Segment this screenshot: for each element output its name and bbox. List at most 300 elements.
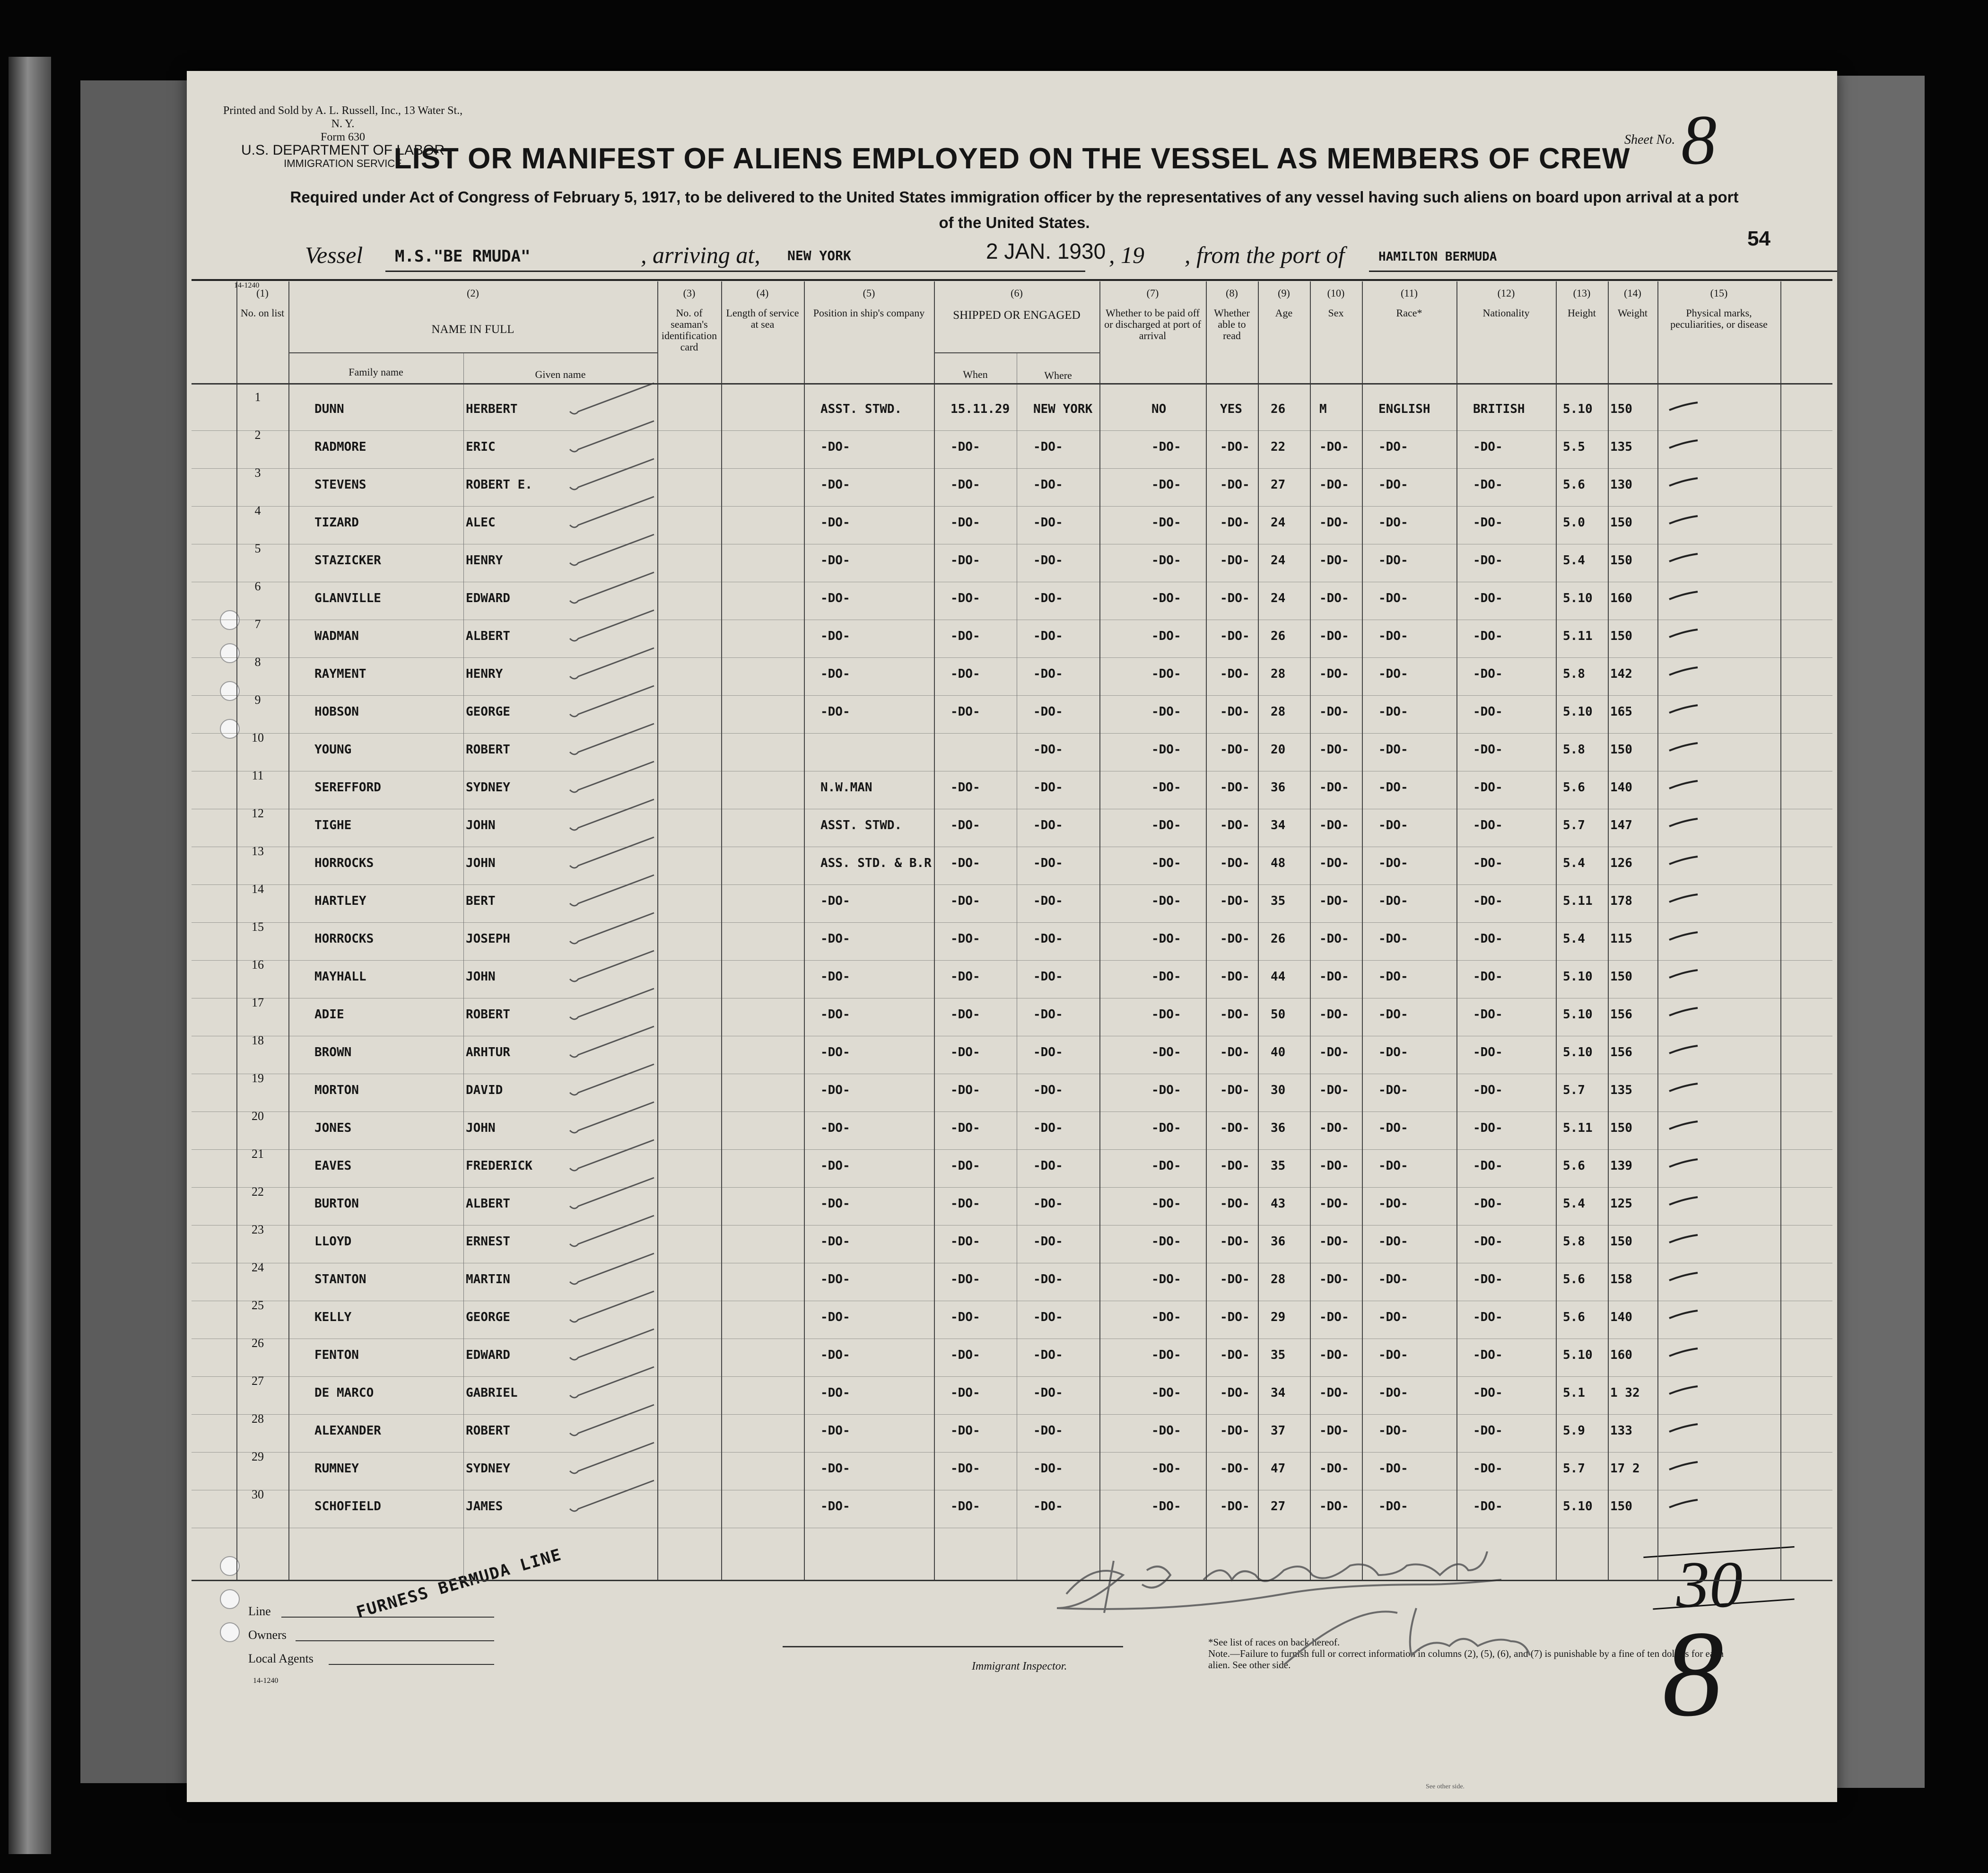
cell-race: ENGLISH xyxy=(1378,402,1430,416)
cell-given: ROBERT E. xyxy=(466,478,532,492)
cell-no: 7 xyxy=(254,617,261,631)
cell-race: -DO- xyxy=(1378,629,1408,643)
cell-where: -DO- xyxy=(1033,970,1063,984)
cell-race: -DO- xyxy=(1378,743,1408,757)
check-mark xyxy=(565,908,660,951)
column-divider xyxy=(1099,281,1100,1580)
cell-position: -DO- xyxy=(820,1462,850,1476)
cell-nationality: -DO- xyxy=(1473,970,1503,984)
c13-number-header: (13) xyxy=(1573,287,1591,299)
cell-weight: 140 xyxy=(1610,1310,1632,1324)
marks-dash xyxy=(1667,701,1705,720)
cell-height: 5.6 xyxy=(1563,1272,1585,1287)
cell-position: -DO- xyxy=(820,591,850,605)
c12-header: Nationality xyxy=(1482,307,1530,319)
cell-where: -DO- xyxy=(1033,1121,1063,1135)
cell-nationality: -DO- xyxy=(1473,856,1503,870)
cell-read: -DO- xyxy=(1220,667,1250,681)
cell-when: -DO- xyxy=(950,1197,980,1211)
cell-sex: -DO- xyxy=(1319,1348,1349,1362)
marks-dash xyxy=(1667,1004,1705,1023)
cell-where: -DO- xyxy=(1033,1045,1063,1059)
cell-sex: -DO- xyxy=(1319,1045,1349,1059)
sheet-number: 8 xyxy=(1681,101,1717,179)
marks-dash xyxy=(1667,1306,1705,1325)
cell-race: -DO- xyxy=(1378,440,1408,454)
cell-nationality: -DO- xyxy=(1473,667,1503,681)
marks-dash xyxy=(1667,814,1705,833)
cell-paid: -DO- xyxy=(1151,478,1181,492)
cell-nationality: -DO- xyxy=(1473,818,1503,832)
cell-sex: -DO- xyxy=(1319,1234,1349,1249)
cell-read: -DO- xyxy=(1220,1159,1250,1173)
cell-nationality: -DO- xyxy=(1473,705,1503,719)
marks-dash xyxy=(1667,1193,1705,1212)
row-rule xyxy=(192,1452,1832,1453)
cell-family: RADMORE xyxy=(314,440,366,454)
cell-no: 18 xyxy=(252,1033,264,1047)
cell-height: 5.7 xyxy=(1563,1083,1585,1097)
line-label: Line xyxy=(248,1604,271,1618)
cell-no: 24 xyxy=(252,1260,264,1274)
cell-read: -DO- xyxy=(1220,440,1250,454)
cell-weight: 156 xyxy=(1610,1007,1632,1022)
check-mark xyxy=(565,1173,660,1216)
cell-where: -DO- xyxy=(1033,1234,1063,1249)
cell-read: -DO- xyxy=(1220,478,1250,492)
cell-read: -DO- xyxy=(1220,1386,1250,1400)
cell-family: KELLY xyxy=(314,1310,352,1324)
marks-dash xyxy=(1667,1117,1705,1136)
printer-line: Printed and Sold by A. L. Russell, Inc., 13 Water St., N. Y. xyxy=(223,105,463,130)
cell-read: -DO- xyxy=(1220,553,1250,568)
marks-dash xyxy=(1667,663,1705,682)
cell-age: 24 xyxy=(1271,591,1286,605)
cell-read: -DO- xyxy=(1220,856,1250,870)
cell-when: -DO- xyxy=(950,818,980,832)
cell-given: HERBERT xyxy=(466,402,518,416)
header-bottom-rule xyxy=(192,383,1832,385)
cell-nationality: -DO- xyxy=(1473,553,1503,568)
cell-paid: -DO- xyxy=(1151,629,1181,643)
check-mark xyxy=(565,757,660,799)
cell-height: 5.7 xyxy=(1563,818,1585,832)
cell-nationality: -DO- xyxy=(1473,1424,1503,1438)
column-divider xyxy=(1608,281,1609,1580)
cell-when: -DO- xyxy=(950,1424,980,1438)
cell-race: -DO- xyxy=(1378,780,1408,795)
cell-read: -DO- xyxy=(1220,516,1250,530)
shipped-subheader-rule xyxy=(934,352,1099,353)
cell-given: GABRIEL xyxy=(466,1386,518,1400)
cell-weight: 125 xyxy=(1610,1197,1632,1211)
penalty-note: Note.—Failure to furnish full or correct information in columns (2), (5), (6), and (7) is punishable by a fine of ten dollars for each alien. See other side. xyxy=(1208,1648,1724,1671)
cell-where: NEW YORK xyxy=(1033,402,1093,416)
name-subheader-rule xyxy=(288,352,657,353)
cell-when: -DO- xyxy=(950,1386,980,1400)
marks-dash xyxy=(1667,1420,1705,1439)
cell-no: 10 xyxy=(252,731,264,744)
cell-weight: 150 xyxy=(1610,970,1632,984)
cell-height: 5.10 xyxy=(1563,1045,1593,1059)
cell-race: -DO- xyxy=(1378,932,1408,946)
cell-read: -DO- xyxy=(1220,1234,1250,1249)
cell-race: -DO- xyxy=(1378,1462,1408,1476)
cell-weight: 158 xyxy=(1610,1272,1632,1287)
cell-age: 36 xyxy=(1271,780,1286,795)
cell-age: 50 xyxy=(1271,1007,1286,1022)
row-rule xyxy=(192,506,1832,507)
cell-race: -DO- xyxy=(1378,1234,1408,1249)
cell-height: 5.7 xyxy=(1563,1462,1585,1476)
check-mark xyxy=(565,1097,660,1140)
cell-where: -DO- xyxy=(1033,1499,1063,1514)
check-mark xyxy=(565,492,660,534)
c5-header: Position in ship's company xyxy=(813,307,925,319)
cell-age: 28 xyxy=(1271,1272,1286,1287)
cell-read: -DO- xyxy=(1220,1197,1250,1211)
cell-race: -DO- xyxy=(1378,970,1408,984)
cell-read: -DO- xyxy=(1220,1499,1250,1514)
cell-given: BERT xyxy=(466,894,496,908)
c15-number-header: (15) xyxy=(1710,287,1728,299)
cell-no: 5 xyxy=(254,542,261,555)
c2-header: NAME IN FULL xyxy=(431,323,514,336)
cell-where: -DO- xyxy=(1033,1007,1063,1022)
cell-race: -DO- xyxy=(1378,1348,1408,1362)
cell-no: 9 xyxy=(254,693,261,707)
check-mark xyxy=(565,1362,660,1405)
cell-nationality: -DO- xyxy=(1473,440,1503,454)
cell-given: EDWARD xyxy=(466,591,510,605)
total-handwritten: 30 xyxy=(1676,1548,1743,1621)
inspector-label: Immigrant Inspector. xyxy=(972,1660,1067,1672)
cell-position: -DO- xyxy=(820,1386,850,1400)
cell-position: -DO- xyxy=(820,478,850,492)
cell-height: 5.4 xyxy=(1563,932,1585,946)
cell-sex: -DO- xyxy=(1319,780,1349,795)
check-mark xyxy=(565,416,660,459)
c1-number-header: (1) xyxy=(256,287,269,299)
marks-dash xyxy=(1667,436,1705,455)
cell-height: 5.1 xyxy=(1563,1386,1585,1400)
cell-race: -DO- xyxy=(1378,667,1408,681)
cell-sex: -DO- xyxy=(1319,743,1349,757)
check-mark xyxy=(565,1059,660,1102)
cell-weight: 147 xyxy=(1610,818,1632,832)
cell-position: -DO- xyxy=(820,1159,850,1173)
cell-weight: 150 xyxy=(1610,1499,1632,1514)
form-code: 14-1240 xyxy=(234,281,260,289)
cell-no: 15 xyxy=(252,920,264,934)
cell-where: -DO- xyxy=(1033,894,1063,908)
cell-height: 5.6 xyxy=(1563,780,1585,795)
cell-age: 35 xyxy=(1271,894,1286,908)
cell-sex: -DO- xyxy=(1319,818,1349,832)
check-mark xyxy=(565,795,660,837)
cell-position: N.W.MAN xyxy=(820,780,872,795)
check-mark xyxy=(565,1022,660,1064)
cell-no: 14 xyxy=(252,882,264,896)
scanner-edge xyxy=(9,57,51,1854)
cell-position: -DO- xyxy=(820,1499,850,1514)
check-mark xyxy=(565,1135,660,1178)
cell-race: -DO- xyxy=(1378,1159,1408,1173)
cell-where: -DO- xyxy=(1033,1386,1063,1400)
cell-when: -DO- xyxy=(950,1310,980,1324)
cell-nationality: -DO- xyxy=(1473,1083,1503,1097)
department-name: U.S. DEPARTMENT OF LABOR xyxy=(241,142,445,158)
cell-age: 26 xyxy=(1271,629,1286,643)
cell-read: -DO- xyxy=(1220,1348,1250,1362)
cell-where: -DO- xyxy=(1033,932,1063,946)
cell-when: -DO- xyxy=(950,970,980,984)
check-mark xyxy=(565,454,660,497)
cell-nationality: -DO- xyxy=(1473,591,1503,605)
cell-given: JOHN xyxy=(466,1121,496,1135)
check-mark xyxy=(565,984,660,1026)
cell-where: -DO- xyxy=(1033,1159,1063,1173)
cell-nationality: -DO- xyxy=(1473,1234,1503,1249)
cell-sex: -DO- xyxy=(1319,1499,1349,1514)
c9-number-header: (9) xyxy=(1278,287,1290,299)
cell-where: -DO- xyxy=(1033,1310,1063,1324)
cell-family: ADIE xyxy=(314,1007,344,1022)
cell-nationality: -DO- xyxy=(1473,1462,1503,1476)
arrival-date: 2 JAN. 1930 xyxy=(986,239,1106,263)
vessel-label: Vessel xyxy=(305,242,363,268)
cell-read: -DO- xyxy=(1220,1310,1250,1324)
cell-no: 23 xyxy=(252,1223,264,1236)
cell-age: 35 xyxy=(1271,1348,1286,1362)
cell-nationality: -DO- xyxy=(1473,478,1503,492)
cell-when: -DO- xyxy=(950,478,980,492)
cell-given: JAMES xyxy=(466,1499,503,1514)
cell-position: ASST. STWD. xyxy=(820,818,902,832)
c8-header: Whether able to read xyxy=(1214,307,1250,341)
cell-position: -DO- xyxy=(820,1234,850,1249)
cell-race: -DO- xyxy=(1378,1499,1408,1514)
cell-race: -DO- xyxy=(1378,1121,1408,1135)
table-bottom-rule xyxy=(192,1580,1832,1581)
cell-when: -DO- xyxy=(950,1462,980,1476)
cell-weight: 130 xyxy=(1610,478,1632,492)
cell-given: ERNEST xyxy=(466,1234,510,1249)
cell-read: -DO- xyxy=(1220,1272,1250,1287)
cell-read: -DO- xyxy=(1220,743,1250,757)
line-stamp: FURNESS BERMUDA LINE xyxy=(354,1545,564,1622)
cell-nationality: -DO- xyxy=(1473,1121,1503,1135)
column-divider xyxy=(236,281,237,1580)
row-rule xyxy=(192,430,1832,431)
cell-family: EAVES xyxy=(314,1159,352,1173)
cell-read: -DO- xyxy=(1220,1424,1250,1438)
check-mark xyxy=(565,378,660,421)
cell-age: 34 xyxy=(1271,1386,1286,1400)
cell-sex: -DO- xyxy=(1319,1121,1349,1135)
cell-weight: 1 32 xyxy=(1610,1386,1640,1400)
row-rule xyxy=(192,922,1832,923)
cell-height: 5.6 xyxy=(1563,1310,1585,1324)
cell-where: -DO- xyxy=(1033,629,1063,643)
cell-family: BURTON xyxy=(314,1197,359,1211)
cell-where: -DO- xyxy=(1033,1348,1063,1362)
c7-header: Whether to be paid off or discharged at port of arrival xyxy=(1104,307,1201,341)
cell-age: 29 xyxy=(1271,1310,1286,1324)
marks-dash xyxy=(1667,474,1705,493)
marks-dash xyxy=(1667,928,1705,947)
cell-position: -DO- xyxy=(820,516,850,530)
cell-given: ALBERT xyxy=(466,1197,510,1211)
cell-sex: M xyxy=(1319,402,1327,416)
sheet-label: Sheet No. xyxy=(1624,132,1675,147)
cell-nationality: -DO- xyxy=(1473,629,1503,643)
cell-family: LLOYD xyxy=(314,1234,352,1249)
cell-paid: -DO- xyxy=(1151,705,1181,719)
cell-family: MORTON xyxy=(314,1083,359,1097)
marks-dash xyxy=(1667,852,1705,871)
sheet-handwritten: 8 xyxy=(1662,1606,1724,1742)
cell-where: -DO- xyxy=(1033,478,1063,492)
cell-paid: -DO- xyxy=(1151,1234,1181,1249)
cell-where: -DO- xyxy=(1033,1197,1063,1211)
cell-given: GEORGE xyxy=(466,1310,510,1324)
cell-no: 27 xyxy=(252,1374,264,1388)
cell-nationality: -DO- xyxy=(1473,1499,1503,1514)
cell-nationality: -DO- xyxy=(1473,743,1503,757)
cell-weight: 150 xyxy=(1610,629,1632,643)
cell-read: -DO- xyxy=(1220,1083,1250,1097)
cell-height: 5.0 xyxy=(1563,516,1585,530)
cell-no: 26 xyxy=(252,1336,264,1350)
cell-sex: -DO- xyxy=(1319,667,1349,681)
cell-nationality: -DO- xyxy=(1473,1197,1503,1211)
cell-age: 48 xyxy=(1271,856,1286,870)
cell-nationality: -DO- xyxy=(1473,894,1503,908)
cell-weight: 126 xyxy=(1610,856,1632,870)
cell-weight: 160 xyxy=(1610,1348,1632,1362)
cell-age: 24 xyxy=(1271,516,1286,530)
cell-sex: -DO- xyxy=(1319,1007,1349,1022)
c4-number-header: (4) xyxy=(756,287,769,299)
check-mark xyxy=(565,1249,660,1291)
marks-dash xyxy=(1667,1458,1705,1477)
column-divider xyxy=(934,281,935,1580)
cell-given: JOHN xyxy=(466,970,496,984)
cell-family: FENTON xyxy=(314,1348,359,1362)
cell-paid: -DO- xyxy=(1151,1121,1181,1135)
bottom-fragment: See other side. xyxy=(1426,1783,1465,1790)
column-divider xyxy=(804,281,805,1580)
column-divider xyxy=(1456,281,1457,1580)
cell-race: -DO- xyxy=(1378,705,1408,719)
cell-age: 30 xyxy=(1271,1083,1286,1097)
cell-read: -DO- xyxy=(1220,894,1250,908)
cell-paid: -DO- xyxy=(1151,1386,1181,1400)
cell-sex: -DO- xyxy=(1319,856,1349,870)
cell-when: -DO- xyxy=(950,591,980,605)
arriving-label: , arriving at, xyxy=(641,242,760,268)
check-mark xyxy=(565,946,660,989)
cell-age: 27 xyxy=(1271,478,1286,492)
cell-given: EDWARD xyxy=(466,1348,510,1362)
cell-position: -DO- xyxy=(820,629,850,643)
cell-given: GEORGE xyxy=(466,705,510,719)
c8-number-header: (8) xyxy=(1226,287,1238,299)
cell-position: -DO- xyxy=(820,970,850,984)
column-divider xyxy=(288,281,289,1580)
cell-paid: -DO- xyxy=(1151,1310,1181,1324)
cell-read: YES xyxy=(1220,402,1242,416)
cell-when: -DO- xyxy=(950,1159,980,1173)
cell-paid: -DO- xyxy=(1151,553,1181,568)
cell-position: -DO- xyxy=(820,1083,850,1097)
marks-dash xyxy=(1667,1079,1705,1098)
cell-position: -DO- xyxy=(820,667,850,681)
cell-weight: 150 xyxy=(1610,553,1632,568)
check-mark xyxy=(565,1211,660,1253)
check-mark xyxy=(565,1287,660,1329)
c6-header: SHIPPED OR ENGAGED xyxy=(953,309,1081,322)
cell-nationality: -DO- xyxy=(1473,1272,1503,1287)
page-title: LIST OR MANIFEST OF ALIENS EMPLOYED ON THE VESSEL AS MEMBERS OF CREW xyxy=(393,142,1631,175)
row-rule xyxy=(192,1149,1832,1150)
cell-sex: -DO- xyxy=(1319,1462,1349,1476)
backing-board-left xyxy=(80,80,189,1783)
cell-age: 37 xyxy=(1271,1424,1286,1438)
cell-when: -DO- xyxy=(950,932,980,946)
cell-age: 36 xyxy=(1271,1121,1286,1135)
cell-no: 16 xyxy=(252,958,264,972)
c9-header: Age xyxy=(1275,307,1293,319)
cell-height: 5.10 xyxy=(1563,1499,1593,1514)
cell-no: 4 xyxy=(254,504,261,517)
marks-dash xyxy=(1667,625,1705,644)
family-name-header: Family name xyxy=(349,366,403,378)
check-mark xyxy=(565,1476,660,1518)
form-number: Form 630 xyxy=(320,131,365,143)
cell-given: DAVID xyxy=(466,1083,503,1097)
cell-family: STANTON xyxy=(314,1272,366,1287)
row-rule xyxy=(192,657,1832,658)
cell-position: -DO- xyxy=(820,1272,850,1287)
cell-age: 28 xyxy=(1271,667,1286,681)
footer-form-code: 14-1240 xyxy=(253,1677,279,1685)
cell-family: YOUNG xyxy=(314,743,352,757)
check-mark xyxy=(565,870,660,913)
marks-dash xyxy=(1667,1231,1705,1250)
cell-no: 19 xyxy=(252,1071,264,1085)
cell-position: -DO- xyxy=(820,1197,850,1211)
cell-when: 15.11.29 xyxy=(950,402,1010,416)
cell-weight: 150 xyxy=(1610,743,1632,757)
arriving-port: NEW YORK xyxy=(787,248,851,263)
cell-height: 5.9 xyxy=(1563,1424,1585,1438)
cell-given: ALBERT xyxy=(466,629,510,643)
column-divider xyxy=(657,281,658,1580)
cell-nationality: -DO- xyxy=(1473,516,1503,530)
cell-age: 24 xyxy=(1271,553,1286,568)
cell-sex: -DO- xyxy=(1319,1197,1349,1211)
cell-position: -DO- xyxy=(820,894,850,908)
cell-family: RAYMENT xyxy=(314,667,366,681)
cell-when: -DO- xyxy=(950,440,980,454)
cell-when: -DO- xyxy=(950,1348,980,1362)
cell-height: 5.4 xyxy=(1563,553,1585,568)
check-mark xyxy=(565,1400,660,1443)
row-rule xyxy=(192,695,1832,696)
cell-race: -DO- xyxy=(1378,818,1408,832)
